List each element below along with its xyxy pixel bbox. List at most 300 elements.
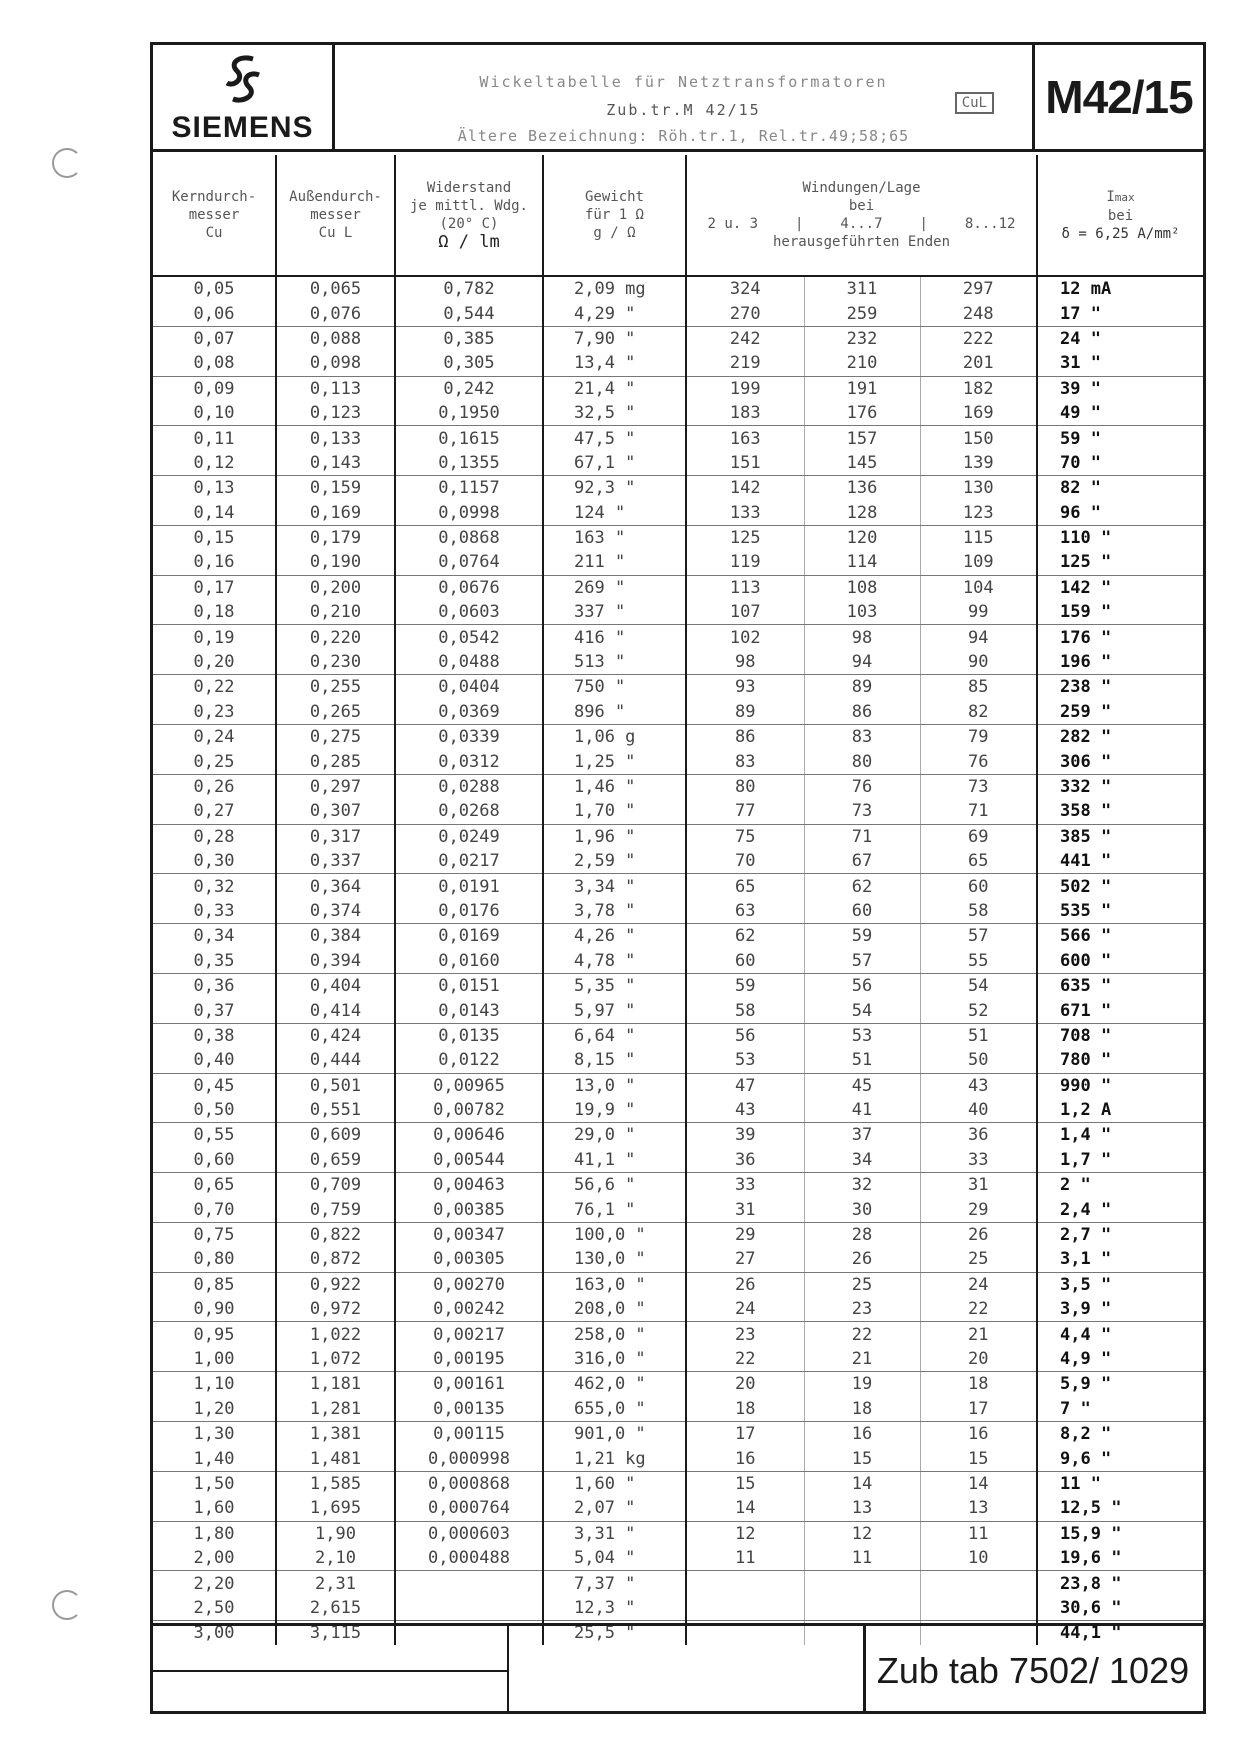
cell-weight: 1,46 " [543, 774, 686, 799]
cell-turns-4-7: 62 [804, 874, 920, 899]
cell-core-diameter: 0,24 [153, 725, 276, 750]
table-row [153, 501, 1203, 526]
cell-core-diameter: 0,16 [153, 550, 276, 575]
cell-core-diameter: 1,60 [153, 1496, 276, 1521]
cell-weight: 269 " [543, 575, 686, 600]
cell-weight: 21,4 " [543, 376, 686, 401]
cell-turns-2-3: 199 [686, 376, 804, 401]
table-row [153, 525, 1203, 550]
table-row [153, 1496, 1203, 1521]
cell-weight: 5,04 " [543, 1546, 686, 1571]
cell-turns-8-12: 55 [920, 949, 1037, 974]
cell-turns-2-3: 29 [686, 1222, 804, 1247]
cell-turns-8-12: 36 [920, 1123, 1037, 1148]
cell-imax: 82 " [1060, 478, 1101, 499]
cell-imax: 2,4 " [1037, 1197, 1203, 1222]
cell-core-diameter: 1,10 [153, 1372, 276, 1397]
cell-resistance: 0,0288 [395, 774, 543, 799]
cell-resistance: 0,0369 [395, 700, 543, 725]
cell-resistance: 0,00161 [395, 1372, 543, 1397]
cell-resistance: 0,0160 [395, 949, 543, 974]
type-code: M42/15 [1045, 71, 1193, 123]
cell-resistance: 0,0764 [395, 550, 543, 575]
cell-outer-diameter: 0,759 [276, 1197, 395, 1222]
cell-turns-4-7: 11 [804, 1546, 920, 1571]
cell-turns-8-12: 130 [920, 476, 1037, 501]
cell-turns-2-3: 183 [686, 401, 804, 426]
table-row [153, 600, 1203, 625]
table-row [153, 1098, 1203, 1123]
cell-turns-2-3: 15 [686, 1471, 804, 1496]
cell-core-diameter: 0,11 [153, 426, 276, 451]
cell-turns-8-12: 14 [920, 1471, 1037, 1496]
punch-hole-bottom [52, 1590, 82, 1620]
cell-resistance: 0,000868 [395, 1471, 543, 1496]
cell-turns-2-3: 163 [686, 426, 804, 451]
cell-imax: 24 " [1060, 328, 1101, 349]
cell-turns-2-3: 17 [686, 1421, 804, 1446]
cell-imax: 19,6 " [1037, 1546, 1203, 1571]
cell-core-diameter: 0,75 [153, 1222, 276, 1247]
cell-turns-4-7: 30 [804, 1197, 920, 1222]
cell-imax: 49 " [1037, 401, 1203, 426]
cell-turns-2-3: 113 [686, 575, 804, 600]
table-row [153, 1197, 1203, 1222]
table-row [153, 1173, 1203, 1198]
table-row [153, 774, 1203, 799]
cell-turns-8-12: 10 [920, 1546, 1037, 1571]
cell-resistance: 0,00217 [395, 1322, 543, 1347]
cell-weight: 163 " [543, 525, 686, 550]
cell-resistance: 0,0868 [395, 525, 543, 550]
cell-outer-diameter: 0,374 [276, 899, 395, 924]
cell-resistance: 0,00646 [395, 1123, 543, 1148]
table-row [153, 1596, 1203, 1621]
cell-turns-2-3: 89 [686, 700, 804, 725]
cell-turns-2-3: 16 [686, 1446, 804, 1471]
table-row [153, 326, 1203, 351]
cell-turns-4-7: 83 [804, 725, 920, 750]
cell-weight: 208,0 " [543, 1297, 686, 1322]
cell-turns-8-12: 25 [920, 1247, 1037, 1272]
cell-weight: 5,97 " [543, 998, 686, 1023]
cell-turns-2-3: 12 [686, 1521, 804, 1546]
cell-resistance: 0,0151 [395, 973, 543, 998]
cell-weight: 1,60 " [543, 1471, 686, 1496]
cell-turns-8-12: 109 [920, 550, 1037, 575]
cell-resistance: 0,1950 [395, 401, 543, 426]
table-row [153, 899, 1203, 924]
cell-weight: 4,26 " [543, 924, 686, 949]
cell-weight: 513 " [543, 650, 686, 675]
sheet-footer [153, 1623, 1203, 1714]
cell-imax: 96 " [1037, 501, 1203, 526]
cell-imax: 441 " [1037, 849, 1203, 874]
cell-imax: 671 " [1037, 998, 1203, 1023]
cell-imax: 125 " [1037, 550, 1203, 575]
cell-turns-2-3: 98 [686, 650, 804, 675]
table-row [153, 1347, 1203, 1372]
table-row [153, 550, 1203, 575]
col-header-outer-diameter: Außendurch- messer Cu L [276, 155, 395, 276]
table-header-row [153, 155, 1203, 276]
cell-outer-diameter: 0,210 [276, 600, 395, 625]
cell-imax: 30,6 " [1037, 1596, 1203, 1621]
cell-imax: 1,2 A [1037, 1098, 1203, 1123]
cell-imax: 282 " [1060, 727, 1112, 748]
cell-resistance: 0,00115 [395, 1421, 543, 1446]
cell-outer-diameter: 0,169 [276, 501, 395, 526]
cell-imax: 11 " [1060, 1473, 1101, 1494]
cell-turns-4-7: 89 [804, 675, 920, 700]
cell-turns-4-7: 19 [804, 1372, 920, 1397]
cell-imax: 2 " [1060, 1175, 1091, 1196]
cell-turns-4-7: 51 [804, 1048, 920, 1073]
cell-turns-8-12: 82 [920, 700, 1037, 725]
cell-turns-8-12: 52 [920, 998, 1037, 1023]
cell-core-diameter: 0,95 [153, 1322, 276, 1347]
cell-turns-8-12: 248 [920, 301, 1037, 326]
cell-imax: 502 " [1060, 876, 1112, 897]
cell-resistance: 0,0676 [395, 575, 543, 600]
cell-resistance: 0,305 [395, 351, 543, 376]
cell-core-diameter: 0,05 [153, 276, 276, 301]
cell-turns-8-12: 182 [920, 376, 1037, 401]
cell-outer-diameter: 0,501 [276, 1073, 395, 1098]
cell-outer-diameter: 0,275 [276, 725, 395, 750]
cell-outer-diameter: 0,255 [276, 675, 395, 700]
cell-turns-4-7: 114 [804, 550, 920, 575]
cell-turns-2-3: 47 [686, 1073, 804, 1098]
cell-weight: 19,9 " [543, 1098, 686, 1123]
cell-turns-2-3: 53 [686, 1048, 804, 1073]
cell-imax: 70 " [1037, 451, 1203, 476]
cell-core-diameter: 2,20 [153, 1571, 276, 1596]
cell-core-diameter: 0,19 [153, 625, 276, 650]
cell-turns-8-12: 169 [920, 401, 1037, 426]
cell-imax: 3,1 " [1037, 1247, 1203, 1272]
cell-resistance: 0,00305 [395, 1247, 543, 1272]
table-row [153, 376, 1203, 401]
cell-outer-diameter: 0,444 [276, 1048, 395, 1073]
cell-turns-4-7: 22 [804, 1322, 920, 1347]
cell-turns-2-3 [686, 1596, 804, 1621]
cell-core-diameter: 0,26 [153, 774, 276, 799]
table-row [153, 451, 1203, 476]
cell-turns-4-7: 16 [804, 1421, 920, 1446]
cell-resistance: 0,544 [395, 301, 543, 326]
cell-turns-4-7: 232 [804, 326, 920, 351]
cell-turns-8-12: 15 [920, 1446, 1037, 1471]
cell-imax: 3,9 " [1037, 1297, 1203, 1322]
winding-table [153, 155, 1203, 1645]
cell-core-diameter: 0,17 [153, 575, 276, 600]
cell-core-diameter: 0,50 [153, 1098, 276, 1123]
cell-outer-diameter: 0,200 [276, 575, 395, 600]
cell-imax: 39 " [1060, 378, 1101, 399]
table-row [153, 725, 1203, 750]
cell-imax: 176 " [1060, 627, 1112, 648]
cell-weight: 3,34 " [543, 874, 686, 899]
table-row [153, 401, 1203, 426]
cell-outer-diameter: 1,181 [276, 1372, 395, 1397]
cell-imax: 535 " [1037, 899, 1203, 924]
cell-turns-2-3: 33 [686, 1173, 804, 1198]
cell-core-diameter: 0,10 [153, 401, 276, 426]
cell-turns-4-7: 59 [804, 924, 920, 949]
cell-resistance: 0,0488 [395, 650, 543, 675]
table-row [153, 1571, 1203, 1596]
cell-core-diameter: 0,20 [153, 650, 276, 675]
cell-imax: 44,1 " [1060, 1623, 1122, 1644]
cell-turns-8-12: 13 [920, 1496, 1037, 1521]
cell-resistance [395, 1571, 543, 1596]
col-header-imax: Imax bei δ = 6,25 A/mm² [1037, 155, 1203, 276]
cell-weight: 416 " [543, 625, 686, 650]
cell-outer-diameter: 0,113 [276, 376, 395, 401]
cell-turns-2-3: 77 [686, 799, 804, 824]
cell-turns-2-3: 36 [686, 1148, 804, 1173]
cell-core-diameter: 0,14 [153, 501, 276, 526]
cell-core-diameter: 0,09 [153, 376, 276, 401]
cell-core-diameter: 0,80 [153, 1247, 276, 1272]
cell-core-diameter: 0,32 [153, 874, 276, 899]
cell-core-diameter: 0,35 [153, 949, 276, 974]
cell-core-diameter: 0,30 [153, 849, 276, 874]
cell-resistance [395, 1596, 543, 1621]
cell-turns-8-12: 85 [920, 675, 1037, 700]
cell-imax: 59 " [1060, 428, 1101, 449]
cell-outer-diameter: 0,364 [276, 874, 395, 899]
cell-turns-4-7: 191 [804, 376, 920, 401]
table-row [153, 1397, 1203, 1422]
cell-imax: 12 mA [1060, 279, 1112, 300]
cell-turns-2-3: 62 [686, 924, 804, 949]
cell-turns-4-7 [804, 1571, 920, 1596]
cell-weight: 337 " [543, 600, 686, 625]
cell-turns-4-7: 311 [804, 276, 920, 301]
cell-weight: 13,4 " [543, 351, 686, 376]
table-row [153, 1446, 1203, 1471]
cell-weight: 92,3 " [543, 476, 686, 501]
cell-resistance: 0,0122 [395, 1048, 543, 1073]
cell-turns-8-12: 99 [920, 600, 1037, 625]
cell-outer-diameter: 0,609 [276, 1123, 395, 1148]
cell-resistance: 0,000998 [395, 1446, 543, 1471]
cell-core-diameter: 0,85 [153, 1272, 276, 1297]
cell-turns-2-3: 142 [686, 476, 804, 501]
cell-turns-2-3: 270 [686, 301, 804, 326]
table-row [153, 1521, 1203, 1546]
table-row [153, 1148, 1203, 1173]
cell-weight: 896 " [543, 700, 686, 725]
cell-outer-diameter: 0,414 [276, 998, 395, 1023]
footer-field-left [153, 1626, 509, 1714]
cell-turns-4-7: 18 [804, 1397, 920, 1422]
table-row [153, 1247, 1203, 1272]
cell-turns-2-3: 22 [686, 1347, 804, 1372]
cell-weight: 3,78 " [543, 899, 686, 924]
cell-outer-diameter: 0,337 [276, 849, 395, 874]
cell-turns-4-7: 259 [804, 301, 920, 326]
cell-imax: 4,9 " [1037, 1347, 1203, 1372]
cell-weight: 67,1 " [543, 451, 686, 476]
table-row [153, 625, 1203, 650]
cell-resistance: 0,00463 [395, 1173, 543, 1198]
table-row [153, 924, 1203, 949]
cell-turns-8-12: 58 [920, 899, 1037, 924]
cell-turns-4-7: 145 [804, 451, 920, 476]
table-row [153, 1272, 1203, 1297]
cell-imax: 8,2 " [1060, 1424, 1112, 1445]
title-line-2: Zub.tr.M 42/15 [606, 101, 761, 119]
cell-turns-4-7: 86 [804, 700, 920, 725]
cell-weight: 25,5 " [543, 1621, 686, 1646]
cell-weight: 750 " [543, 675, 686, 700]
cell-imax: 9,6 " [1037, 1446, 1203, 1471]
cell-turns-8-12: 79 [920, 725, 1037, 750]
cell-turns-2-3: 31 [686, 1197, 804, 1222]
cell-turns-2-3: 80 [686, 774, 804, 799]
cell-turns-2-3: 14 [686, 1496, 804, 1521]
table-row [153, 1023, 1203, 1048]
table-row [153, 874, 1203, 899]
table-row [153, 650, 1203, 675]
cell-outer-diameter: 0,404 [276, 973, 395, 998]
cell-turns-2-3: 242 [686, 326, 804, 351]
cell-outer-diameter: 0,551 [276, 1098, 395, 1123]
cell-core-diameter: 0,18 [153, 600, 276, 625]
cell-resistance: 0,1355 [395, 451, 543, 476]
cell-resistance: 0,00385 [395, 1197, 543, 1222]
cell-imax: 7 " [1037, 1397, 1203, 1422]
cell-turns-8-12: 43 [920, 1073, 1037, 1098]
cell-outer-diameter: 0,065 [276, 276, 395, 301]
table-row [153, 1421, 1203, 1446]
col-header-weight: Gewicht für 1 Ω g / Ω [543, 155, 686, 276]
cell-turns-4-7: 80 [804, 749, 920, 774]
cell-imax: 23,8 " [1060, 1573, 1122, 1594]
cell-core-diameter: 0,45 [153, 1073, 276, 1098]
cell-core-diameter: 0,12 [153, 451, 276, 476]
cell-core-diameter: 0,38 [153, 1023, 276, 1048]
cell-resistance: 0,00135 [395, 1397, 543, 1422]
cell-turns-8-12: 11 [920, 1521, 1037, 1546]
cell-imax: 31 " [1037, 351, 1203, 376]
table-row [153, 1048, 1203, 1073]
cell-imax: 12,5 " [1037, 1496, 1203, 1521]
table-row [153, 998, 1203, 1023]
cell-turns-4-7: 71 [804, 824, 920, 849]
cell-outer-diameter: 0,143 [276, 451, 395, 476]
cell-resistance: 0,0217 [395, 849, 543, 874]
cell-resistance: 0,00544 [395, 1148, 543, 1173]
cell-outer-diameter: 1,695 [276, 1496, 395, 1521]
cell-resistance: 0,0176 [395, 899, 543, 924]
cell-turns-4-7: 45 [804, 1073, 920, 1098]
cell-imax: 142 " [1060, 577, 1112, 598]
cell-imax: 358 " [1037, 799, 1203, 824]
cell-weight: 901,0 " [543, 1421, 686, 1446]
cell-turns-4-7: 73 [804, 799, 920, 824]
cell-imax: 238 " [1060, 677, 1112, 698]
cell-turns-8-12: 150 [920, 426, 1037, 451]
cell-turns-2-3: 60 [686, 949, 804, 974]
table-row [153, 1546, 1203, 1571]
cell-turns-8-12: 139 [920, 451, 1037, 476]
cell-weight: 2,59 " [543, 849, 686, 874]
cell-turns-8-12: 94 [920, 625, 1037, 650]
cell-turns-8-12: 21 [920, 1322, 1037, 1347]
cell-outer-diameter: 0,394 [276, 949, 395, 974]
cell-outer-diameter: 2,615 [276, 1596, 395, 1621]
cell-outer-diameter: 0,285 [276, 749, 395, 774]
cell-turns-8-12 [920, 1596, 1037, 1621]
cell-resistance: 0,0249 [395, 824, 543, 849]
table-row [153, 1073, 1203, 1098]
cell-outer-diameter: 1,481 [276, 1446, 395, 1471]
cell-turns-2-3: 24 [686, 1297, 804, 1322]
datasheet [150, 42, 1206, 1714]
cell-turns-4-7: 210 [804, 351, 920, 376]
cell-turns-2-3 [686, 1571, 804, 1596]
cell-turns-8-12: 50 [920, 1048, 1037, 1073]
cell-turns-4-7: 128 [804, 501, 920, 526]
cell-weight: 76,1 " [543, 1197, 686, 1222]
cell-turns-2-3: 63 [686, 899, 804, 924]
cell-resistance: 0,1615 [395, 426, 543, 451]
cell-weight: 1,06 g [543, 725, 686, 750]
cell-turns-4-7: 67 [804, 849, 920, 874]
table-row [153, 849, 1203, 874]
title-badge: CuL [955, 92, 994, 114]
cell-turns-8-12: 123 [920, 501, 1037, 526]
cell-core-diameter: 1,40 [153, 1446, 276, 1471]
cell-weight: 100,0 " [543, 1222, 686, 1247]
cell-turns-4-7: 57 [804, 949, 920, 974]
cell-turns-8-12: 31 [920, 1173, 1037, 1198]
cell-turns-8-12: 22 [920, 1297, 1037, 1322]
cell-outer-diameter: 0,159 [276, 476, 395, 501]
cell-turns-8-12: 18 [920, 1372, 1037, 1397]
cell-outer-diameter: 0,424 [276, 1023, 395, 1048]
cell-weight: 1,96 " [543, 824, 686, 849]
cell-turns-4-7: 23 [804, 1297, 920, 1322]
cell-core-diameter: 1,20 [153, 1397, 276, 1422]
title-line-3: Ältere Bezeichnung: Röh.tr.1, Rel.tr.49;58;65 [457, 127, 910, 145]
cell-resistance: 0,00782 [395, 1098, 543, 1123]
cell-outer-diameter: 0,384 [276, 924, 395, 949]
table-row [153, 1322, 1203, 1347]
cell-outer-diameter: 1,281 [276, 1397, 395, 1422]
cell-turns-8-12: 71 [920, 799, 1037, 824]
cell-imax: 196 " [1037, 650, 1203, 675]
table-row [153, 426, 1203, 451]
cell-imax: 306 " [1037, 749, 1203, 774]
cell-turns-2-3: 75 [686, 824, 804, 849]
cell-turns-8-12: 40 [920, 1098, 1037, 1123]
cell-weight: 1,21 kg [543, 1446, 686, 1471]
cell-turns-2-3: 151 [686, 451, 804, 476]
cell-outer-diameter: 0,659 [276, 1148, 395, 1173]
cell-outer-diameter: 0,230 [276, 650, 395, 675]
cell-turns-2-3: 56 [686, 1023, 804, 1048]
cell-core-diameter: 2,00 [153, 1546, 276, 1571]
cell-turns-2-3: 86 [686, 725, 804, 750]
table-row [153, 351, 1203, 376]
cell-imax: 1,7 " [1037, 1148, 1203, 1173]
cell-turns-4-7: 120 [804, 525, 920, 550]
